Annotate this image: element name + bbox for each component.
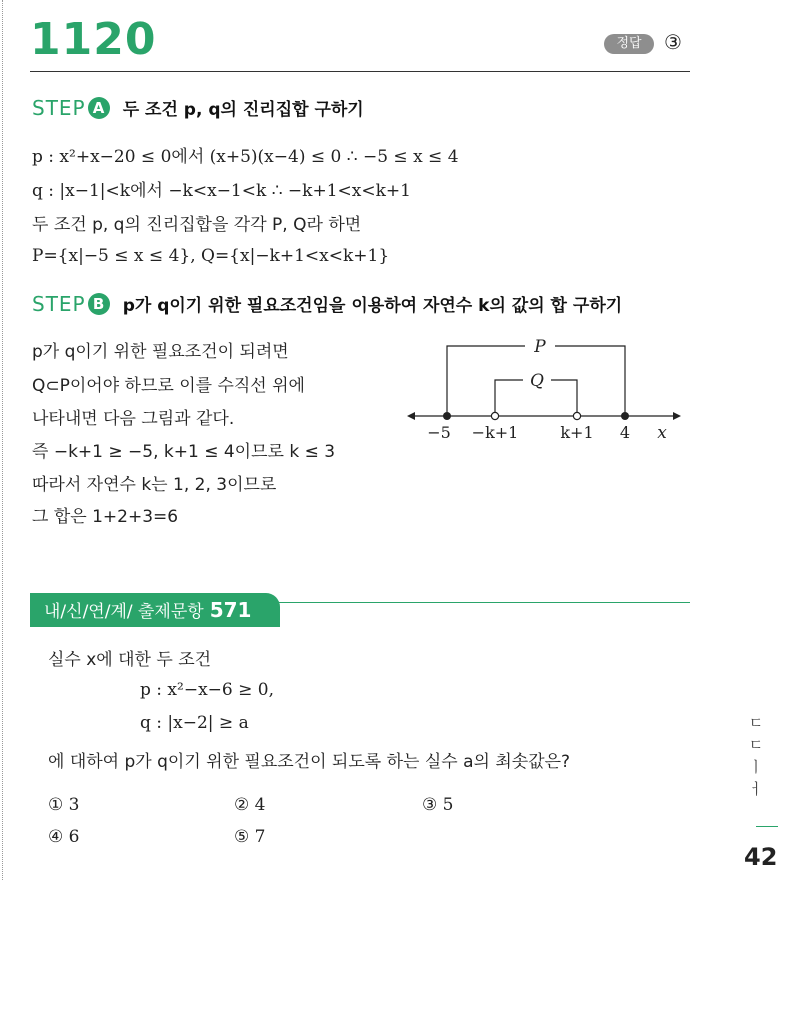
step-b-line-3: 나타내면 다음 그림과 같다. [32, 409, 235, 429]
linked-condition-p: p : x²−x−6 ≥ 0, [140, 680, 274, 700]
banner-number: 571 [209, 598, 252, 622]
step-b-heading [32, 291, 622, 316]
linked-question: 에 대하여 p가 q이기 위한 필요조건이 되도록 하는 실수 a의 최솟값은? [48, 752, 571, 772]
step-b-line-1: p가 q이기 위한 필요조건이 되려면 [32, 342, 289, 362]
side-tab-text: ㄷ ㄷ ㅣ ㅓ [748, 714, 764, 798]
answer-badge: 정답 [604, 34, 654, 54]
step-a-line-2: q : |x−1|<k에서 −k<x−1<k ∴ −k+1<x<k+1 [32, 181, 411, 201]
tick-label-k-plus-1: k+1 [560, 423, 594, 442]
number-line-diagram [405, 332, 695, 452]
step-a-line-4: P={x|−5 ≤ x ≤ 4}, Q={x|−k+1<x<k+1} [32, 246, 390, 266]
axis-label-x: x [657, 423, 667, 443]
set-q-label: Q [530, 371, 544, 391]
axis-left-arrow [407, 412, 415, 420]
step-b-line-5: 따라서 자연수 k는 1, 2, 3이므로 [32, 475, 277, 495]
linked-intro: 실수 x에 대한 두 조건 [48, 650, 212, 670]
point-4 [621, 412, 629, 420]
axis-right-arrow [673, 412, 681, 420]
linked-condition-q: q : |x−2| ≥ a [140, 713, 249, 733]
step-b-letter: B [88, 293, 110, 315]
choice-4[interactable]: ④ 6 [48, 827, 80, 847]
step-b-line-4: 즉 −k+1 ≥ −5, k+1 ≤ 4이므로 k ≤ 3 [32, 442, 336, 462]
step-a-title: 두 조건 p, q의 진리집합 구하기 [122, 100, 364, 120]
header-rule [30, 71, 690, 72]
step-b-line-2: Q⊂P이어야 하므로 이를 수직선 위에 [32, 376, 305, 396]
step-b-title: p가 q이기 위한 필요조건임을 이용하여 자연수 k의 값의 합 구하기 [122, 296, 623, 316]
choice-5[interactable]: ⑤ 7 [234, 827, 266, 847]
tick-label-minus-k-plus-1: −k+1 [471, 423, 519, 442]
banner-label: 내/신/연/계/ 출제문항 [44, 602, 204, 622]
point-minus-5 [443, 412, 451, 420]
point-minus-k-plus-1 [491, 412, 498, 419]
choice-2[interactable]: ② 4 [234, 795, 266, 815]
point-k-plus-1 [573, 412, 580, 419]
page-number: 42 [744, 843, 778, 871]
problem-number: 1120 [30, 14, 157, 65]
choice-3[interactable]: ③ 5 [422, 795, 454, 815]
tick-label-minus-5: −5 [427, 423, 451, 442]
set-p-label: P [534, 337, 546, 357]
linked-problem-banner [30, 593, 280, 627]
step-b-line-6: 그 합은 1+2+3=6 [32, 507, 179, 527]
step-a-letter: A [88, 97, 110, 119]
answer-value: ③ [664, 30, 682, 54]
tick-label-4: 4 [619, 423, 631, 442]
page-edge-guide [2, 0, 3, 880]
choice-1[interactable]: ① 3 [48, 795, 80, 815]
step-a-heading [32, 95, 364, 120]
page-number-rule [756, 826, 778, 827]
step-b-label: STEP [32, 292, 86, 316]
step-a-line-1: p : x²+x−20 ≤ 0에서 (x+5)(x−4) ≤ 0 ∴ −5 ≤ x ≤ 4 [32, 147, 459, 167]
step-a-label: STEP [32, 96, 86, 120]
step-a-line-3: 두 조건 p, q의 진리집합을 각각 P, Q라 하면 [32, 215, 362, 235]
